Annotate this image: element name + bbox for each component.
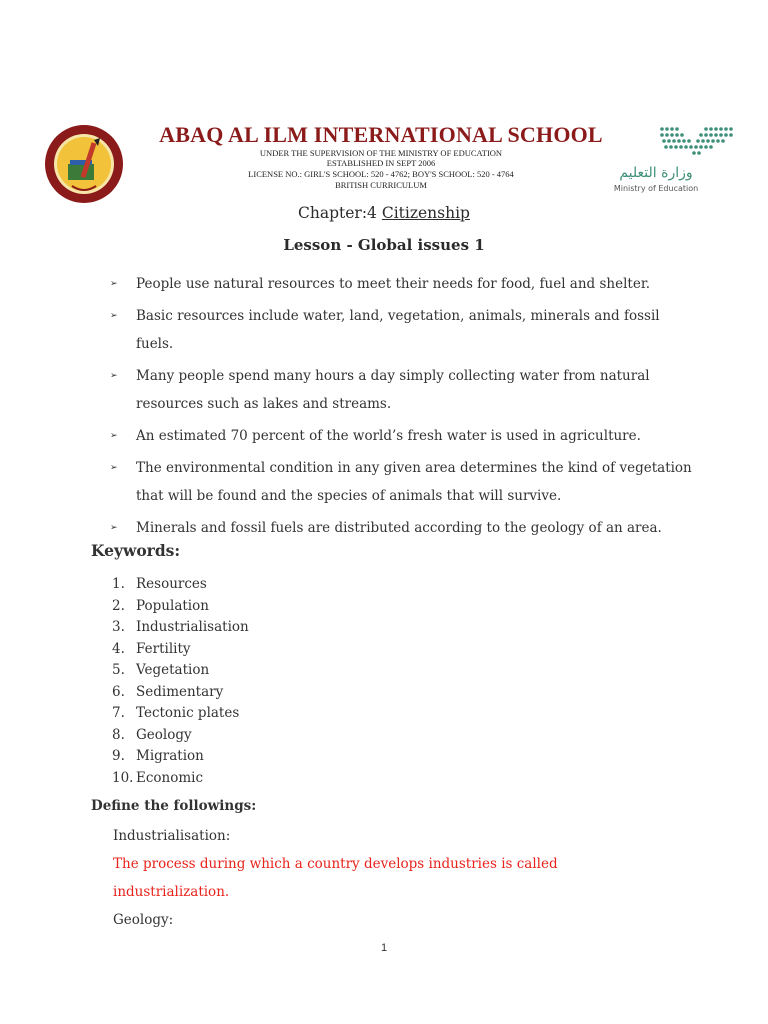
item-number: 5. <box>112 662 125 678</box>
item-number: 8. <box>112 726 125 743</box>
chapter-number: Chapter:4 <box>298 204 382 222</box>
bullet-text: The environmental condition in any given area determines the kind of vegetation that will be found and the species of animals that will survive. <box>136 460 692 504</box>
school-crest-icon <box>42 124 126 204</box>
curriculum-line: BRITISH CURRICULUM <box>335 180 427 190</box>
item-text: Industrialisation <box>136 619 249 635</box>
bullet-text: Many people spend many hours a day simply collecting water from natural resources such as lakes and streams. <box>136 368 650 412</box>
arrow-bullet-icon: ➢ <box>110 371 118 381</box>
arrow-bullet-icon: ➢ <box>110 431 118 441</box>
bullet-item <box>110 454 700 510</box>
bullet-text: Minerals and fossil fuels are distributed according to the geology of an area. <box>136 520 662 536</box>
item-text: Sedimentary <box>136 683 224 700</box>
bullet-text: People use natural resources to meet their needs for food, fuel and shelter. <box>136 276 651 292</box>
bullet-text: Basic resources include water, land, vegetation, animals, minerals and fossil fuels. <box>136 308 660 352</box>
item-text: Geology <box>136 726 192 743</box>
established-line: ESTABLISHED IN SEPT 2006 <box>326 158 436 168</box>
item-number: 7. <box>112 705 125 721</box>
arrow-bullet-icon: ➢ <box>110 279 118 289</box>
bullet-item <box>110 302 700 358</box>
bullet-item <box>110 514 700 542</box>
bullet-item <box>110 362 700 418</box>
arrow-bullet-icon: ➢ <box>110 311 118 321</box>
lesson-title: Lesson - Global issues 1 <box>283 236 485 254</box>
item-number: 1. <box>112 576 125 592</box>
page-number: 1 <box>380 942 388 954</box>
school-name: ABAQ AL ILM INTERNATIONAL SCHOOL <box>159 122 603 147</box>
item-text: Fertility <box>136 640 191 657</box>
item-text: Population <box>136 597 209 614</box>
define-heading: Define the followings: <box>91 798 257 814</box>
item-text: Vegetation <box>136 662 210 678</box>
arrow-bullet-icon: ➢ <box>110 463 118 473</box>
ministry-english-text: Ministry of Education <box>613 184 699 193</box>
item-number: 10. <box>112 769 134 786</box>
chapter-title: Citizenship <box>381 204 470 222</box>
arrow-bullet-icon: ➢ <box>110 523 118 533</box>
item-number: 6. <box>112 683 125 700</box>
supervision-line: UNDER THE SUPERVISION OF THE MINISTRY OF EDUCATION <box>259 148 503 158</box>
item-text: Tectonic plates <box>136 705 240 721</box>
item-number: 9. <box>112 748 125 764</box>
item-text: Resources <box>136 576 207 592</box>
item-number: 3. <box>112 619 125 635</box>
item-number: 4. <box>112 640 125 657</box>
keywords-heading: Keywords: <box>91 541 181 560</box>
definition-term: Geology: <box>113 912 174 928</box>
item-number: 2. <box>112 597 125 614</box>
ministry-of-education-logo-icon <box>608 120 748 200</box>
license-line: LICENSE NO.: GIRL'S SCHOOL: 520 - 4762; BOY'S SCHOOL: 520 - 4764 <box>248 169 514 179</box>
item-text: Economic <box>136 769 204 786</box>
bullet-text: An estimated 70 percent of the world’s fresh water is used in agriculture. <box>136 428 641 444</box>
bullet-list <box>110 270 700 542</box>
bullet-item <box>110 422 700 450</box>
chapter-heading <box>0 204 768 222</box>
definition-term: Industrialisation: <box>113 828 231 844</box>
bullet-item <box>110 270 700 298</box>
item-text: Migration <box>136 748 204 764</box>
definition-answer: The process during which a country develops industries is called industrialization. <box>113 856 558 900</box>
ministry-arabic-text: وزارة التعليم <box>619 165 693 181</box>
